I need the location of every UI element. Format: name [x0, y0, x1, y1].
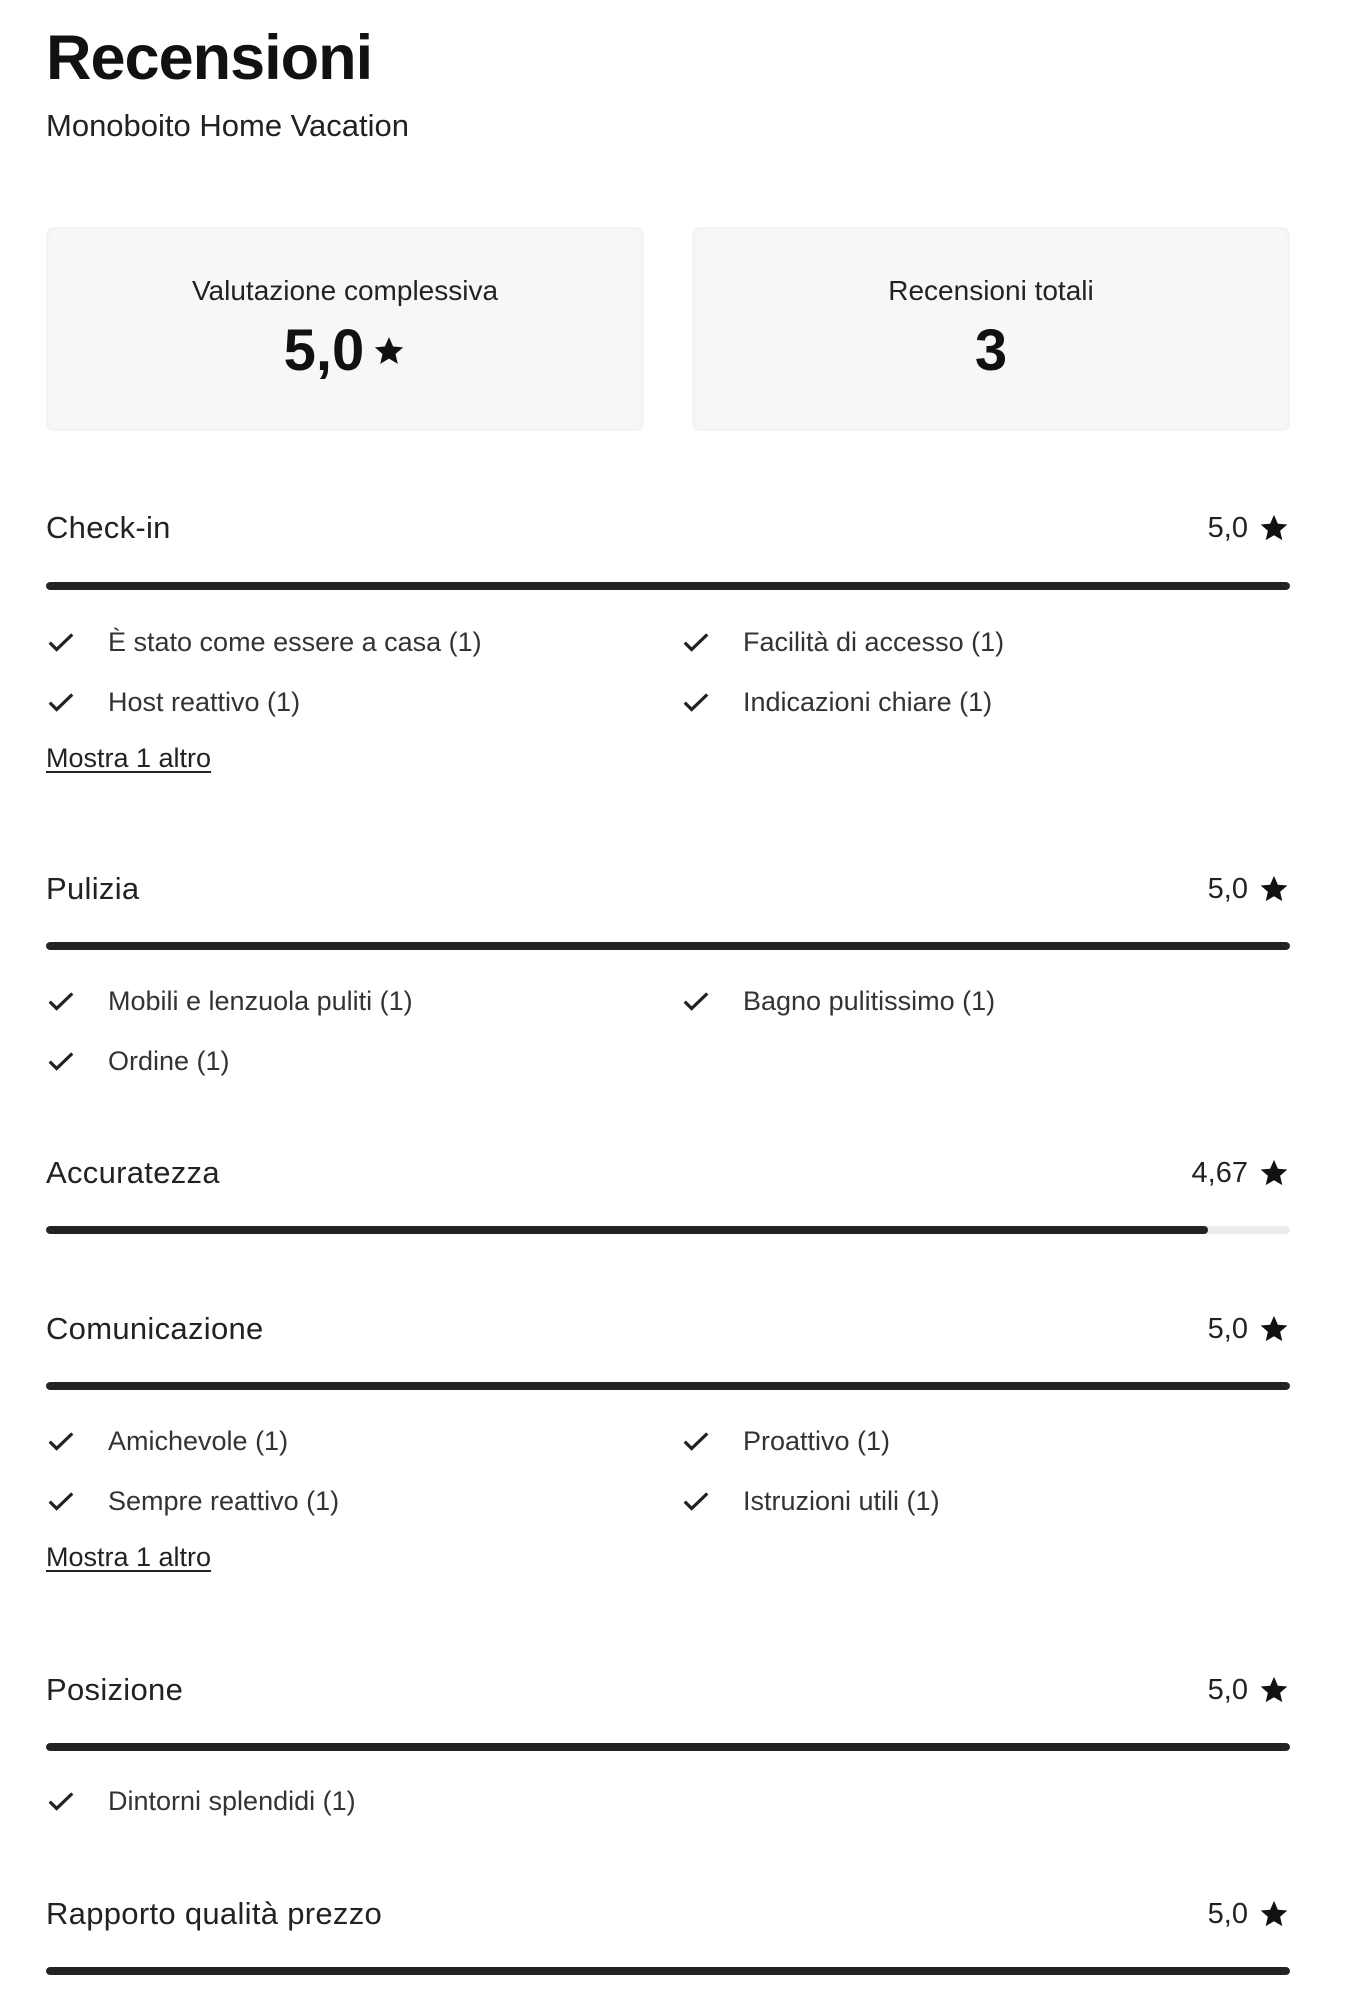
- rating-bar-fill: [46, 1226, 1208, 1234]
- category-posizione: [46, 1666, 1290, 1816]
- category-score-value: 5,0: [1207, 1313, 1248, 1345]
- rating-bar: [46, 1226, 1290, 1234]
- star-icon: [1258, 1674, 1290, 1706]
- tag-item: [681, 983, 1290, 1019]
- overall-rating-value: 5,0: [283, 318, 365, 383]
- tag-item: [46, 1483, 681, 1519]
- rating-bar: [46, 1743, 1290, 1751]
- rating-bar-fill: [46, 942, 1290, 950]
- category-score: [1208, 869, 1290, 909]
- star-icon: [372, 334, 406, 368]
- check-icon: [46, 1426, 76, 1456]
- category-header: [46, 1149, 1290, 1197]
- tag-list: [46, 624, 1290, 720]
- tag-item: [681, 1483, 1290, 1519]
- category-title: Accuratezza: [46, 1155, 220, 1190]
- category-header: [46, 865, 1290, 913]
- check-icon: [681, 687, 711, 717]
- tag-item: [46, 1043, 681, 1079]
- tag-item: [681, 684, 1290, 720]
- category-header: [46, 1666, 1290, 1714]
- check-icon: [681, 1426, 711, 1456]
- overall-rating-value-row: [46, 317, 644, 385]
- category-check-in: [46, 504, 1290, 773]
- check-icon: [681, 986, 711, 1016]
- tag-item: [46, 684, 681, 720]
- category-title: Check-in: [46, 510, 171, 545]
- tag-label: Istruzioni utili (1): [743, 1485, 940, 1516]
- total-reviews-value: 3: [974, 318, 1008, 383]
- check-icon: [681, 1486, 711, 1516]
- rating-bar-fill: [46, 1743, 1290, 1751]
- tag-label: Bagno pulitissimo (1): [743, 985, 996, 1016]
- category-rapporto-qualita-prezzo: [46, 1890, 1290, 1938]
- category-score: [1192, 1153, 1290, 1193]
- star-icon: [1258, 1313, 1290, 1345]
- total-reviews-label: Recensioni totali: [888, 275, 1094, 306]
- category-header: [46, 504, 1290, 552]
- check-icon: [681, 627, 711, 657]
- tag-label: Ordine (1): [108, 1045, 230, 1076]
- category-score-value: 5,0: [1207, 512, 1248, 544]
- overall-rating-label: Valutazione complessiva: [191, 275, 499, 306]
- check-icon: [46, 1786, 76, 1816]
- total-reviews-card: [692, 227, 1290, 431]
- check-icon: [46, 627, 76, 657]
- tag-list: [46, 983, 1290, 1079]
- tag-label: È stato come essere a casa (1): [108, 626, 482, 657]
- category-accuratezza: [46, 1149, 1290, 1197]
- star-icon: [1258, 512, 1290, 544]
- rating-bar: [46, 942, 1290, 950]
- check-icon: [46, 986, 76, 1016]
- show-more-link[interactable]: Mostra 1 altro: [46, 1542, 212, 1572]
- total-reviews-value-row: [692, 317, 1290, 385]
- rating-bar: [46, 1382, 1290, 1390]
- category-score-value: 5,0: [1207, 1898, 1248, 1930]
- category-score: [1208, 1670, 1290, 1710]
- category-header: [46, 1890, 1290, 1938]
- overall-rating-card: [46, 227, 644, 431]
- rating-bar-fill: [46, 1382, 1290, 1390]
- star-icon: [1258, 873, 1290, 905]
- rating-bar-fill: [46, 582, 1290, 590]
- show-more-link[interactable]: Mostra 1 altro: [46, 743, 212, 773]
- tag-item: [46, 1783, 681, 1819]
- page-title: Recensioni: [46, 23, 373, 93]
- category-pulizia: [46, 865, 1290, 1076]
- category-score-value: 4,67: [1191, 1157, 1248, 1189]
- check-icon: [46, 1046, 76, 1076]
- tag-list: [46, 1783, 1290, 1819]
- category-score: [1208, 508, 1290, 548]
- tag-item: [46, 1423, 681, 1459]
- tag-list: [46, 1423, 1290, 1519]
- tag-item: [681, 624, 1290, 660]
- category-title: Comunicazione: [46, 1311, 264, 1346]
- category-score-value: 5,0: [1207, 873, 1248, 905]
- category-score: [1208, 1894, 1290, 1934]
- category-title: Posizione: [46, 1672, 184, 1707]
- check-icon: [46, 1486, 76, 1516]
- star-icon: [1258, 1898, 1290, 1930]
- tag-label: Amichevole (1): [108, 1425, 289, 1456]
- tag-label: Dintorni splendidi (1): [108, 1785, 356, 1816]
- category-score: [1208, 1309, 1290, 1349]
- rating-bar-fill: [46, 1967, 1290, 1975]
- tag-item: [46, 624, 681, 660]
- tag-label: Proattivo (1): [743, 1425, 891, 1456]
- category-title: Pulizia: [46, 871, 140, 906]
- listing-name: Monoboito Home Vacation: [46, 108, 410, 143]
- tag-label: Sempre reattivo (1): [108, 1485, 340, 1516]
- tag-item: [681, 1423, 1290, 1459]
- category-score-value: 5,0: [1207, 1674, 1248, 1706]
- star-icon: [1258, 1157, 1290, 1189]
- tag-label: Host reattivo (1): [108, 686, 301, 717]
- category-comunicazione: [46, 1305, 1290, 1572]
- check-icon: [46, 687, 76, 717]
- tag-label: Indicazioni chiare (1): [743, 686, 993, 717]
- category-title: Rapporto qualità prezzo: [46, 1896, 383, 1931]
- tag-label: Facilità di accesso (1): [743, 626, 1005, 657]
- category-header: [46, 1305, 1290, 1353]
- rating-bar: [46, 1967, 1290, 1975]
- tag-item: [46, 983, 681, 1019]
- rating-bar: [46, 582, 1290, 590]
- tag-label: Mobili e lenzuola puliti (1): [108, 985, 413, 1016]
